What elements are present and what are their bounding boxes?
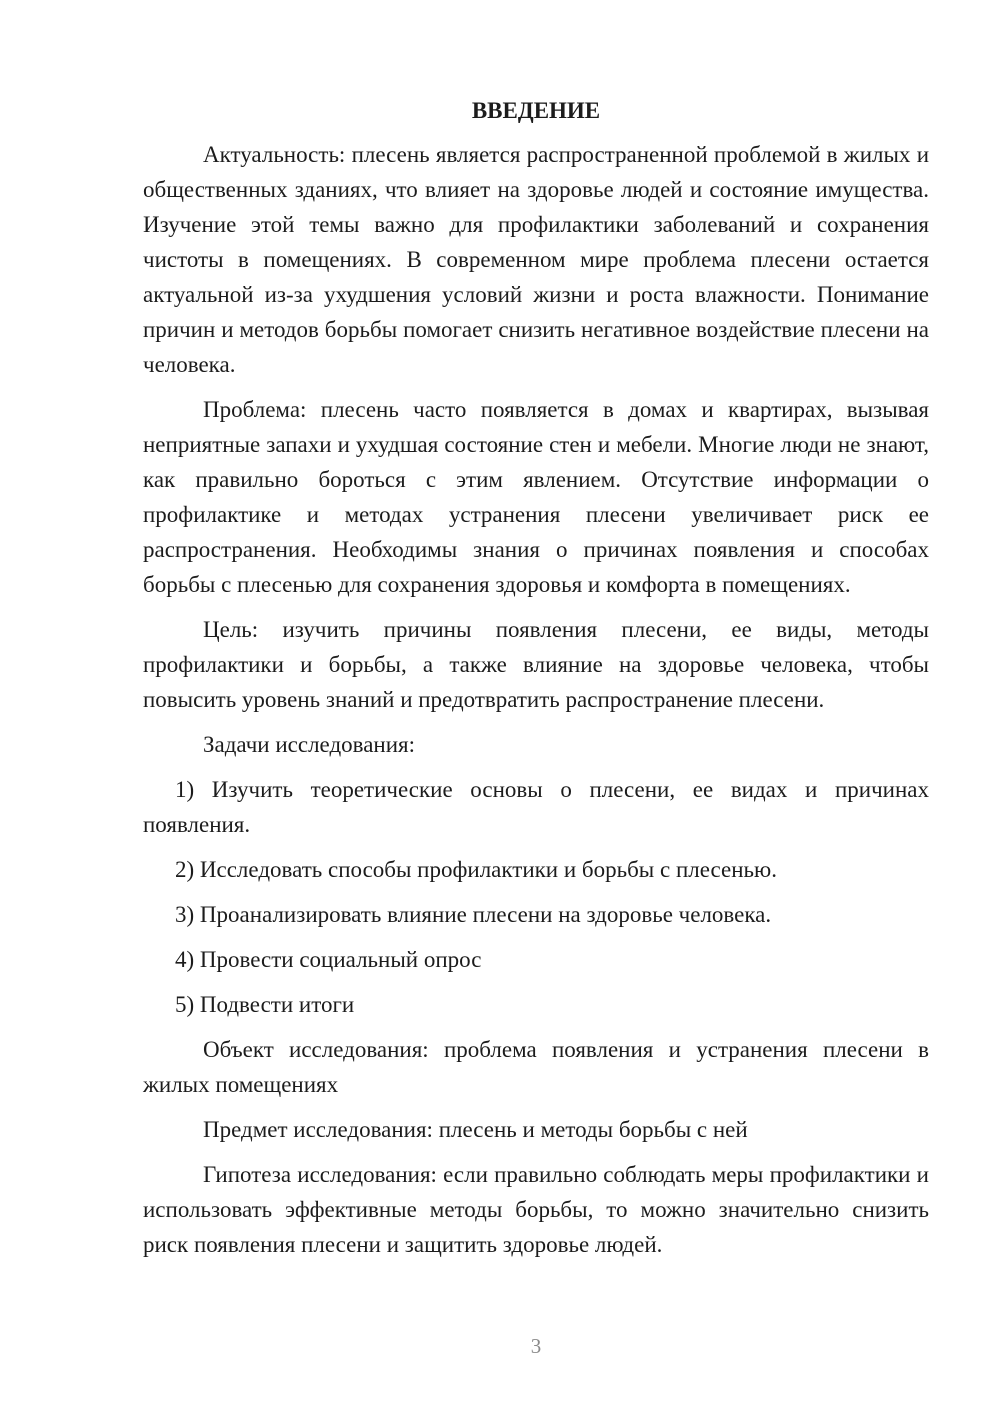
task-item: 1) Изучить теоретические основы о плесени, ее видах и причинах появления.: [143, 777, 929, 837]
task-item: 2) Исследовать способы профилактики и борьбы с плесенью.: [175, 857, 777, 882]
paragraph-hypothesis: Гипотеза исследования: если правильно соблюдать меры профилактики и использовать эффективные методы борьбы, то можно значительно снизить риск появления плесени и защитить здоровье людей.: [143, 1162, 929, 1257]
paragraph-object: Объект исследования: проблема появления и устранения плесени в жилых помещениях: [143, 1037, 929, 1097]
page-number: 3: [530, 1334, 542, 1358]
task-item: 4) Провести социальный опрос: [175, 947, 482, 972]
page-content: [143, 96, 929, 1272]
task-item: 3) Проанализировать влияние плесени на здоровье человека.: [175, 902, 772, 927]
task-item: 5) Подвести итоги: [175, 992, 355, 1017]
section-title: ВВЕДЕНИЕ: [471, 98, 601, 123]
paragraph-problem: Проблема: плесень часто появляется в домах и квартирах, вызывая неприятные запахи и ухудшая состояние стен и мебели. Многие люди не знают, как правильно бороться с этим явлением. Отсутствие информации о профилактике и методах устранения плесени увеличивает риск ее распространения. Необходимы знания о причинах появления и способах борьбы с плесенью для сохранения здоровья и комфорта в помещениях.: [143, 397, 929, 597]
tasks-heading: Задачи исследования:: [203, 732, 416, 757]
paragraph-goal: Цель: изучить причины появления плесени, ее виды, методы профилактики и борьбы, а также влияние на здоровье человека, чтобы повысить уровень знаний и предотвратить распространение плесени.: [143, 617, 929, 712]
paragraph-subject: Предмет исследования: плесень и методы борьбы с ней: [203, 1117, 748, 1142]
paragraph-relevance: Актуальность: плесень является распространенной проблемой в жилых и общественных зданиях, что влияет на здоровье людей и состояние имущества. Изучение этой темы важно для профилактики заболеваний и сохранения чистоты в помещениях. В современном мире проблема плесени остается актуальной из-за ухудшения условий жизни и роста влажности. Понимание причин и методов борьбы помогает снизить негативное воздействие плесени на человека.: [143, 142, 929, 377]
